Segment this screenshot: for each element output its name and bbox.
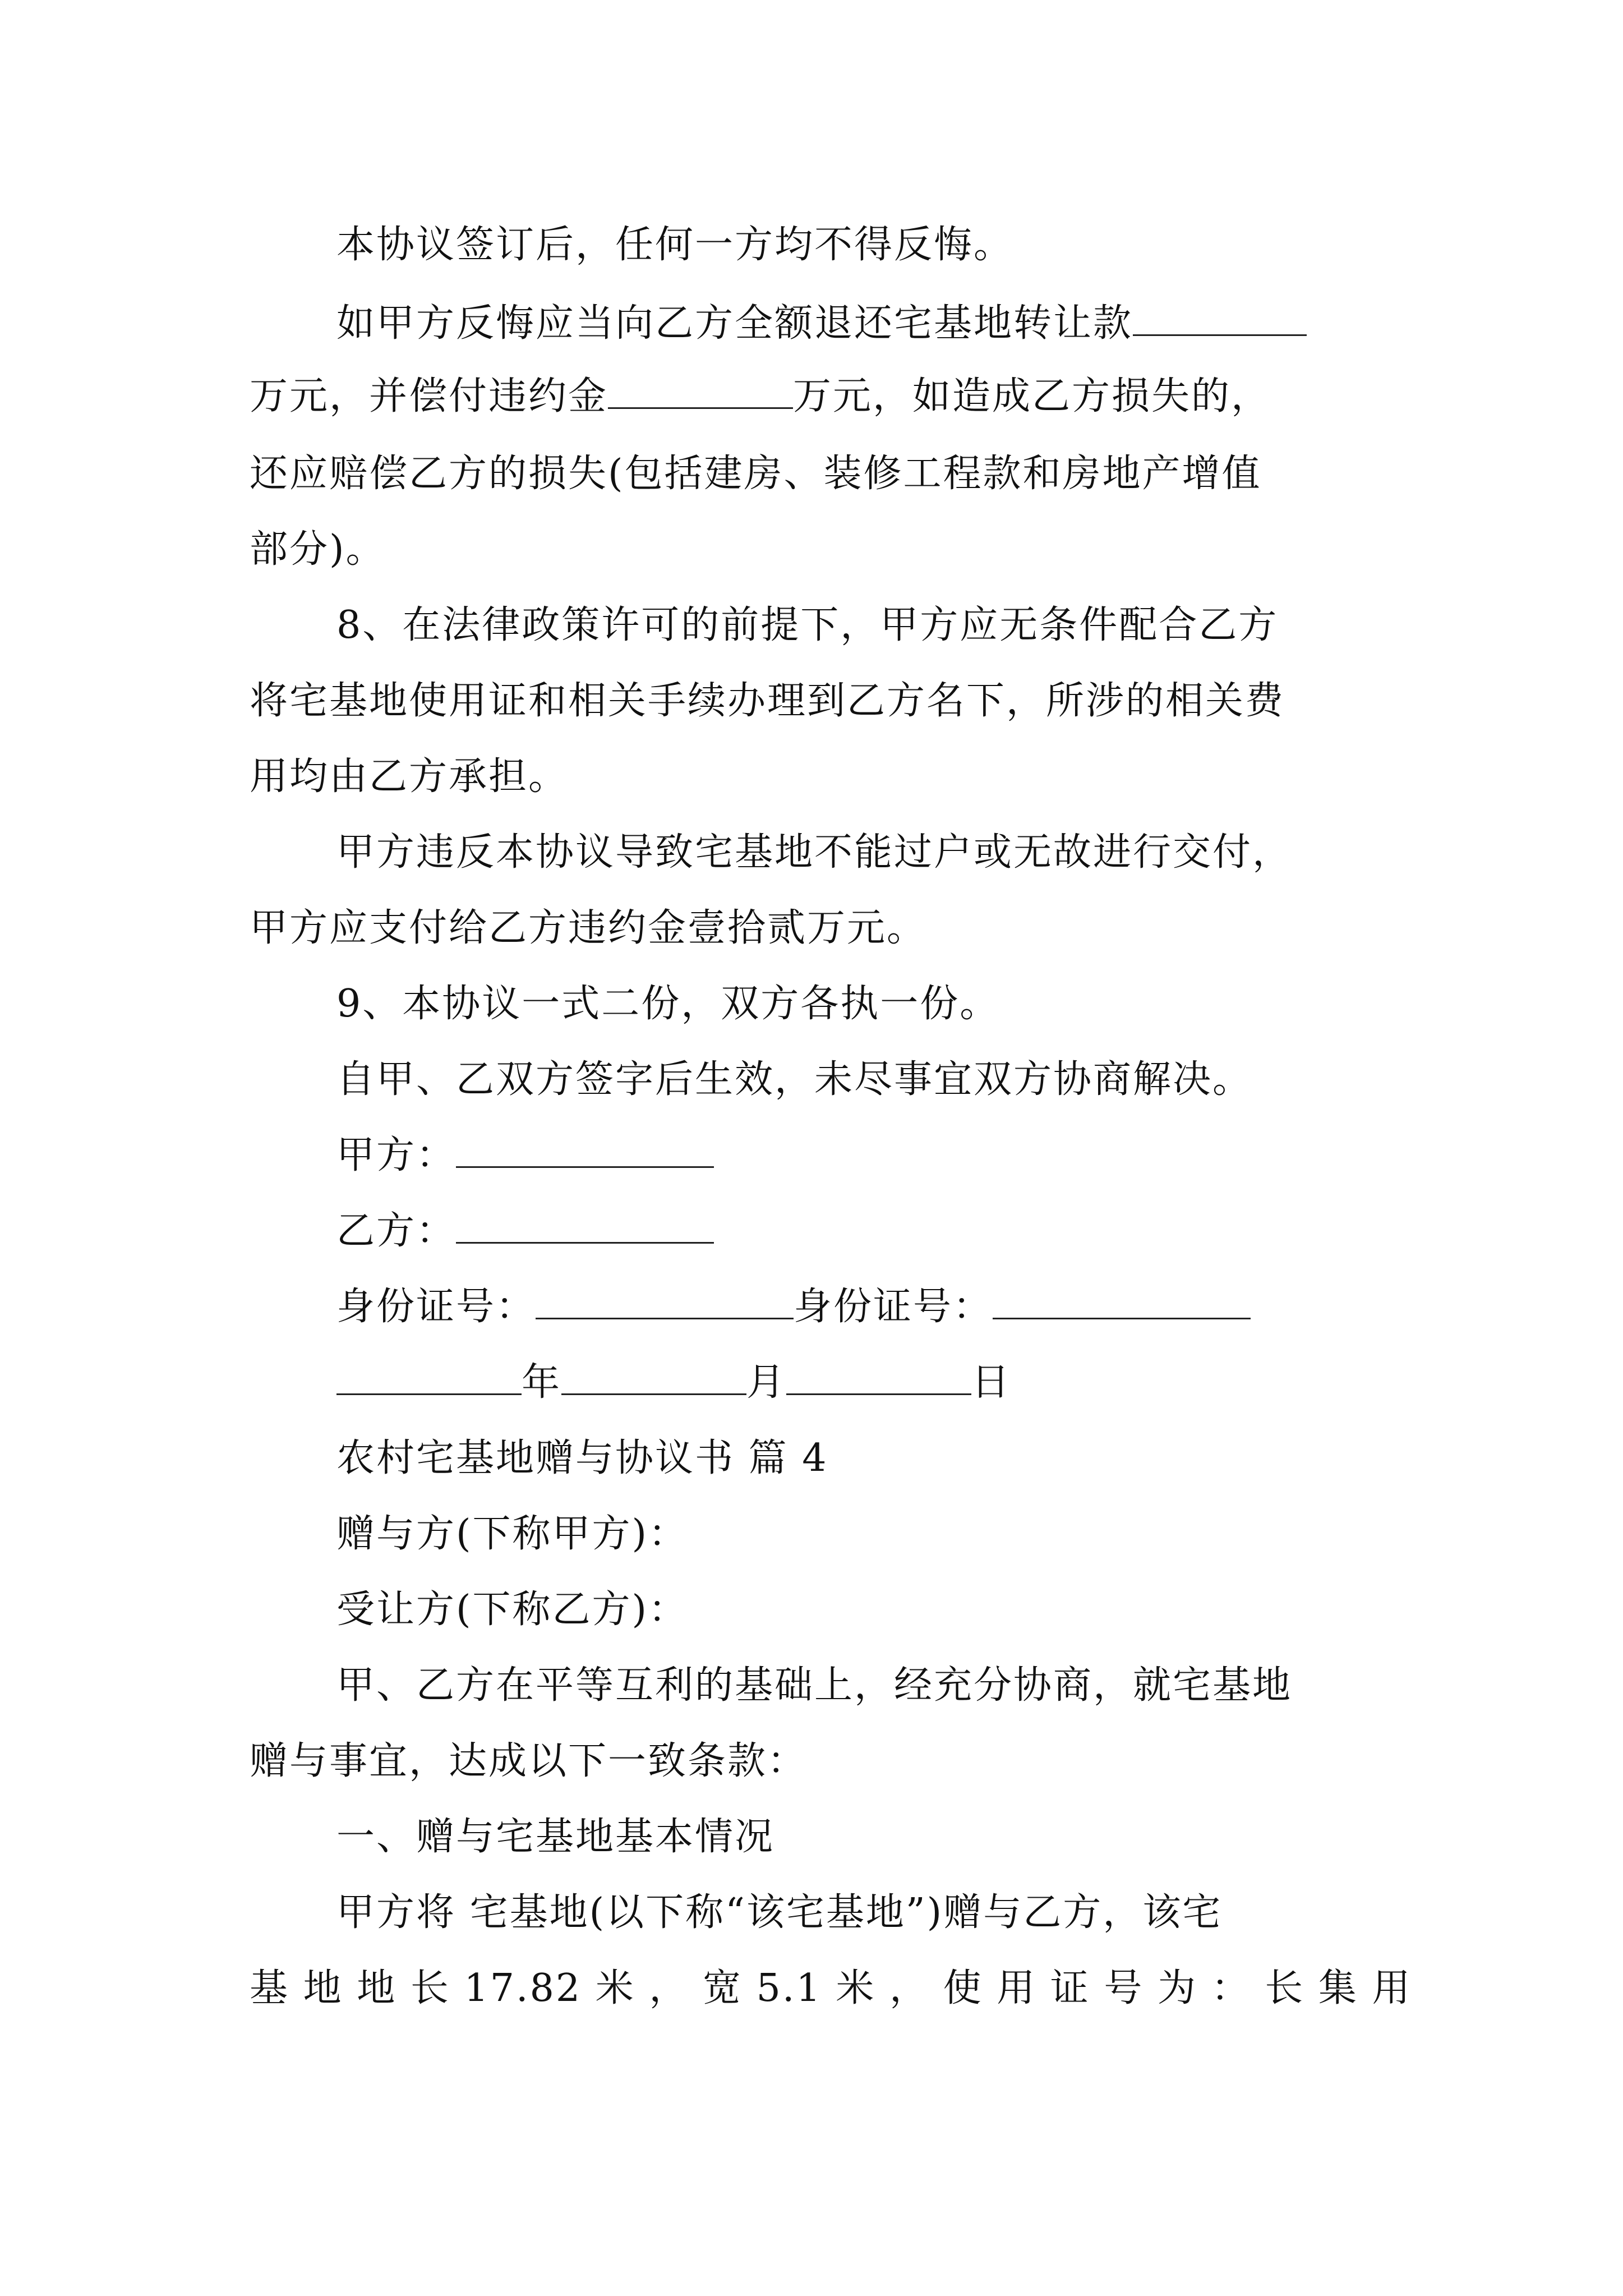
blank-field [336, 1361, 522, 1395]
paragraph-line: 本协议签订后，任何一方均不得反悔。 [336, 223, 1014, 267]
signature-line-party-b: 乙方： [336, 1209, 714, 1254]
paragraph-line: 万元，并偿付违约金 万元，如造成乙方损失的， [250, 374, 1271, 418]
blank-field [561, 1361, 746, 1395]
paragraph-line: 甲方将 宅基地(以下称“该宅基地”)赠与乙方，该宅 [336, 1890, 1223, 1935]
paragraph-line: 如甲方反悔应当向乙方全额退还宅基地转让款 [336, 301, 1307, 346]
paragraph-line: 自甲、乙双方签字后生效，未尽事宜双方协商解决。 [336, 1057, 1253, 1102]
blank-field [536, 1285, 794, 1319]
section-title: 农村宅基地赠与协议书 篇 4 [336, 1436, 828, 1480]
blank-field [608, 375, 793, 409]
paragraph-line: 将宅基地使用证和相关手续办理到乙方名下，所涉的相关费 [250, 679, 1285, 723]
paragraph-line: 部分)。 [250, 527, 386, 572]
blank-field [456, 1134, 714, 1168]
blank-field [786, 1361, 971, 1395]
paragraph-line: 用均由乙方承担。 [250, 754, 569, 799]
paragraph-line: 8、在法律政策许可的前提下，甲方应无条件配合乙方 [336, 603, 1279, 647]
paragraph-line: 甲方应支付给乙方违约金壹拾贰万元。 [250, 906, 927, 950]
paragraph-line: 一、赠与宅基地基本情况 [336, 1815, 775, 1859]
paragraph-line: 还应赔偿乙方的损失(包括建房、装修工程款和房地产增值 [250, 452, 1262, 496]
paragraph-line: 受让方(下称乙方)： [336, 1588, 689, 1632]
paragraph-line: 赠与事宜，达成以下一致条款： [250, 1739, 808, 1783]
id-number-line: 身份证号： 身份证号： [336, 1285, 1251, 1329]
date-line: 年 月 日 [336, 1360, 1011, 1405]
paragraph-line: 甲方违反本协议导致宅基地不能过户或无故进行交付， [336, 830, 1293, 875]
paragraph-line: 甲、乙方在平等互利的基础上，经充分协商，就宅基地 [336, 1663, 1293, 1708]
blank-field [456, 1209, 714, 1244]
paragraph-line: 基 地 地 长 17.82 米 ， 宽 5.1 米 ， 使 用 证 号 为 ： 长 集 用 [250, 1966, 1412, 2010]
signature-line-party-a: 甲方： [336, 1133, 714, 1178]
paragraph-line: 赠与方(下称甲方)： [336, 1512, 689, 1556]
paragraph-line: 9、本协议一式二份，双方各执一份。 [336, 982, 1000, 1026]
blank-field [1133, 302, 1307, 336]
blank-field [993, 1285, 1251, 1319]
